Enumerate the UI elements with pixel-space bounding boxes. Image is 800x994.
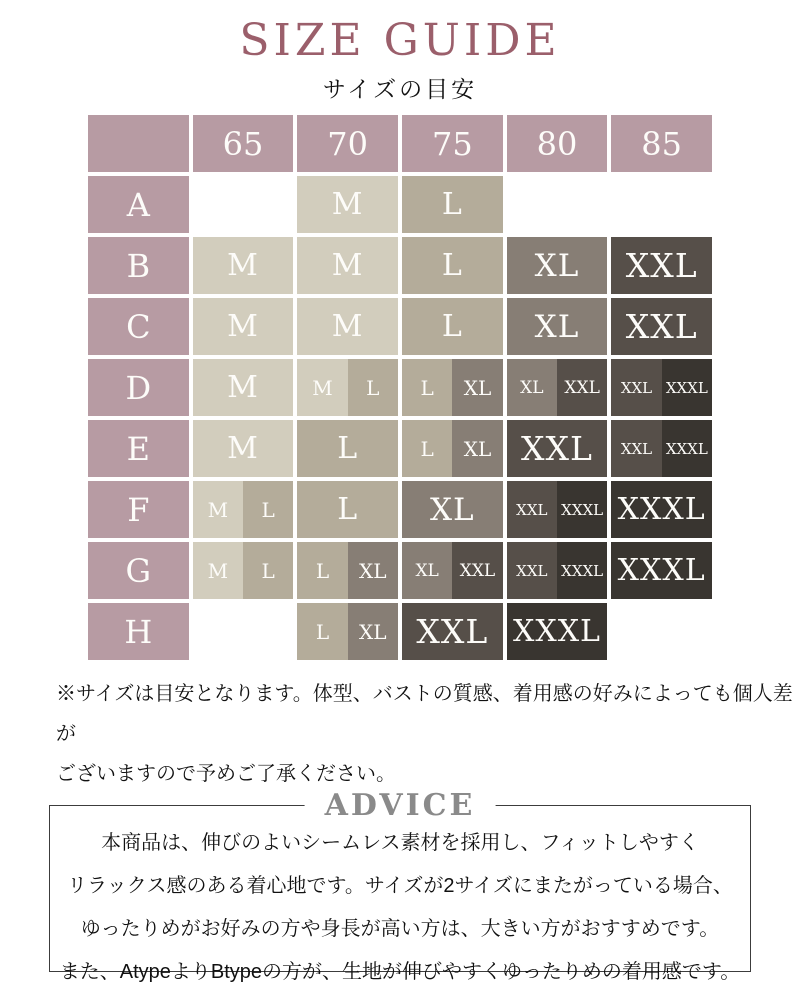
size-cell-empty	[193, 603, 294, 660]
size-guide-page	[0, 15, 800, 983]
size-value: XXXL	[557, 542, 607, 599]
table-corner-cell	[88, 115, 189, 172]
size-cell-empty	[193, 176, 294, 233]
size-value: L	[348, 359, 398, 416]
note-line-1: ※サイズは目安となります。体型、バストの質感、着用感の好みによっても個人差が	[56, 683, 793, 745]
size-value: XL	[348, 603, 398, 660]
size-cell-split	[507, 359, 608, 416]
size-cell: L	[402, 176, 503, 233]
size-value: XXL	[507, 542, 557, 599]
size-cell: L	[402, 298, 503, 355]
advice-title: ADVICE	[305, 785, 496, 827]
size-value: L	[402, 420, 452, 477]
size-cell: M	[193, 359, 294, 416]
row-label: B	[88, 237, 189, 294]
size-value: XL	[452, 420, 502, 477]
size-cell: M	[193, 237, 294, 294]
size-cell: XL	[507, 237, 608, 294]
size-cell: XL	[507, 298, 608, 355]
size-value: XXL	[507, 481, 557, 538]
size-cell-split	[193, 481, 294, 538]
size-cell-split	[507, 542, 608, 599]
size-cell: M	[297, 298, 398, 355]
size-cell: XXL	[402, 603, 503, 660]
advice-line-2: リラックス感のある着心地です。サイズが2サイズにまたがっている場合、	[67, 875, 733, 897]
row-label: H	[88, 603, 189, 660]
size-cell-split	[611, 420, 712, 477]
size-cell: XL	[402, 481, 503, 538]
size-cell-split	[297, 359, 398, 416]
size-cell-split	[402, 420, 503, 477]
row-label: A	[88, 176, 189, 233]
size-value: L	[402, 359, 452, 416]
size-cell-split	[193, 542, 294, 599]
column-header: 75	[402, 115, 503, 172]
size-table	[88, 115, 712, 660]
page-subtitle: サイズの目安	[322, 77, 478, 103]
size-value: XXXL	[662, 359, 712, 416]
size-cell: L	[402, 237, 503, 294]
advice-line-3: ゆったりめがお好みの方や身長が高い方は、大きい方がおすすめです。	[80, 918, 720, 940]
row-label: C	[88, 298, 189, 355]
size-cell-empty	[611, 603, 712, 660]
size-cell-split	[611, 359, 712, 416]
size-value: L	[297, 542, 347, 599]
size-note	[56, 674, 800, 794]
column-header: 85	[611, 115, 712, 172]
size-cell: M	[297, 176, 398, 233]
size-cell: L	[297, 481, 398, 538]
size-value: XL	[507, 359, 557, 416]
row-label: F	[88, 481, 189, 538]
size-value: L	[243, 481, 293, 538]
size-cell-empty	[611, 176, 712, 233]
size-cell: M	[193, 298, 294, 355]
size-cell: M	[297, 237, 398, 294]
page-title: SIZE GUIDE	[239, 15, 561, 66]
advice-line-4: また、AtypeよりBtypeの方が、生地が伸びやすくゆったりめの着用感です。	[59, 961, 741, 983]
size-cell: XXL	[507, 420, 608, 477]
advice-box	[49, 788, 751, 983]
size-value: L	[243, 542, 293, 599]
size-cell: XXXL	[611, 542, 712, 599]
size-cell-split	[507, 481, 608, 538]
column-header: 65	[193, 115, 294, 172]
row-label: G	[88, 542, 189, 599]
column-header: 80	[507, 115, 608, 172]
advice-line-1: 本商品は、伸びのよいシームレス素材を採用し、フィットしやすく	[101, 832, 699, 854]
size-cell: XXL	[611, 298, 712, 355]
size-value: XXL	[611, 359, 661, 416]
size-value: XXXL	[557, 481, 607, 538]
size-cell: L	[297, 420, 398, 477]
size-value: M	[193, 481, 243, 538]
size-cell-split	[402, 359, 503, 416]
size-value: M	[193, 542, 243, 599]
size-cell: M	[193, 420, 294, 477]
size-value: XXL	[452, 542, 502, 599]
column-header: 70	[297, 115, 398, 172]
row-label: D	[88, 359, 189, 416]
size-value: XL	[348, 542, 398, 599]
size-value: XXXL	[662, 420, 712, 477]
size-cell-empty	[507, 176, 608, 233]
size-value: XL	[452, 359, 502, 416]
size-cell-split	[402, 542, 503, 599]
row-label: E	[88, 420, 189, 477]
size-cell: XXXL	[611, 481, 712, 538]
size-cell-split	[297, 542, 398, 599]
size-cell-split	[297, 603, 398, 660]
size-value: XXL	[611, 420, 661, 477]
size-value: L	[297, 603, 347, 660]
size-value: M	[297, 359, 347, 416]
size-cell: XXL	[611, 237, 712, 294]
note-line-2: ございますので予めご了承ください。	[56, 763, 396, 785]
size-value: XL	[402, 542, 452, 599]
size-cell: XXXL	[507, 603, 608, 660]
size-value: XXL	[557, 359, 607, 416]
advice-body	[50, 806, 750, 994]
